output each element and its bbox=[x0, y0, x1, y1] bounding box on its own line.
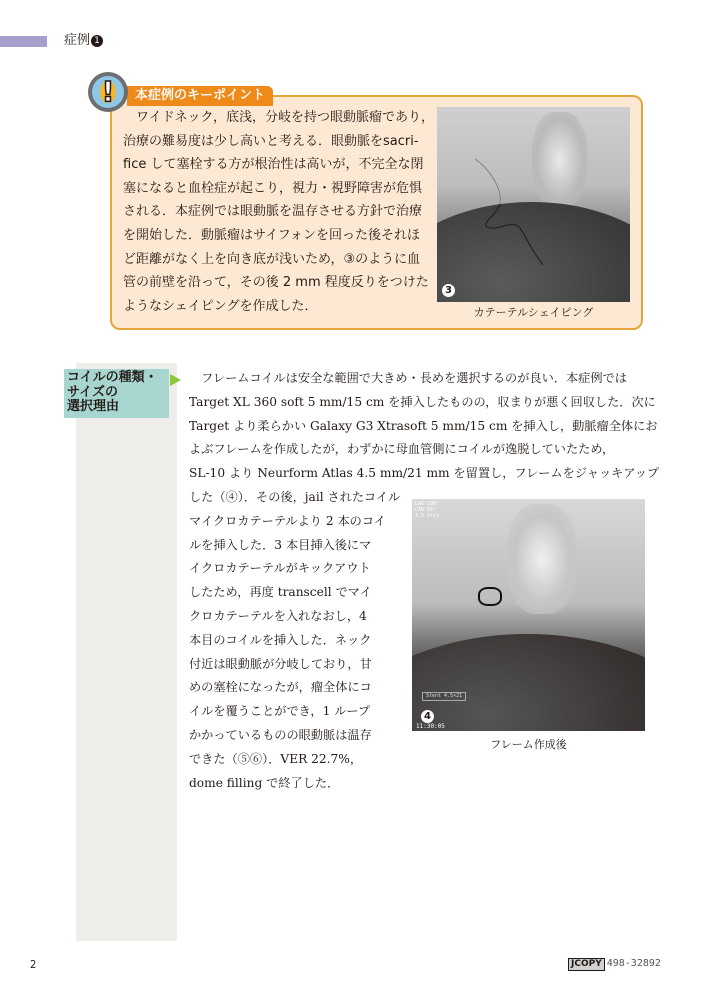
copyright-notice bbox=[568, 957, 661, 971]
text-line: イクロカテーテルがキックアウト bbox=[189, 561, 371, 576]
figure-caption: カテーテルシェイピング bbox=[473, 306, 594, 319]
text-line: Target より柔らかい Galaxy G3 Xtrasoft 5 mm/15 cm を挿入し，動脈瘤全体にお bbox=[189, 418, 658, 433]
figure-number-badge: 4 bbox=[421, 710, 434, 723]
jcopy-badge: JCOPY bbox=[568, 958, 605, 971]
text-line: マイクロカテーテルより 2 本のコイ bbox=[189, 513, 386, 528]
figure-number-badge: 3 bbox=[442, 284, 455, 297]
case-number-badge: 1 bbox=[91, 35, 103, 47]
text-line: ワイドネック，底浅，分岐を持つ眼動脈瘤であり， bbox=[123, 110, 434, 125]
text-line: Target XL 360 soft 5 mm/15 cm を挿入したものの，収まりが悪く回収した．次に bbox=[189, 394, 656, 409]
image-overlay-stent: Stent 4.5×21 bbox=[422, 692, 466, 701]
image-overlay-info: LAO 100° CAU 16° 3.5 fr/s bbox=[415, 501, 440, 519]
text-line: dome filling で終了した． bbox=[189, 775, 340, 790]
xray-image-frame-created bbox=[412, 499, 645, 731]
page-header bbox=[64, 33, 103, 49]
text-line: かかっているものの眼動脈は温存 bbox=[189, 727, 372, 742]
text-line: イルを覆うことができ，1 ループ bbox=[189, 704, 371, 719]
image-overlay-time: 11:30:05 bbox=[416, 723, 445, 730]
section-label-line: サイズの bbox=[67, 384, 118, 400]
section-label-line: コイルの種類・ bbox=[67, 370, 158, 385]
catheter-wire-icon bbox=[437, 107, 630, 302]
page-number: 2 bbox=[30, 958, 37, 971]
text-line: したため，再度 transcell でマイ bbox=[189, 585, 372, 600]
text-line: fice して塞栓する方が根治性は高いが，不完全な閉 bbox=[123, 157, 424, 173]
exclamation-icon: ! bbox=[88, 72, 128, 112]
text-line: 本目のコイルを挿入した．ネック bbox=[189, 632, 372, 647]
text-line: ど距離がなく上を向き底が浅いため，③のように血 bbox=[123, 251, 421, 267]
coil-mass-icon bbox=[478, 587, 502, 606]
section-label-line: 選択理由 bbox=[67, 399, 120, 414]
text-line: SL-10 より Neurform Atlas 4.5 mm/21 mm を留置し，フレームをジャッキアップ bbox=[189, 466, 660, 481]
text-line: を開始した．動脈瘤はサイフォンを回った後それほ bbox=[123, 227, 421, 243]
header-title: 症例 bbox=[64, 33, 91, 48]
text-line: ようなシェイピングを作成した． bbox=[123, 298, 318, 314]
text-line: 塞になると血栓症が起こり，視力・視野障害が危惧 bbox=[123, 180, 423, 196]
text-line: めの塞栓になったが，瘤全体にコ bbox=[189, 680, 372, 695]
text-line: クロカテーテルを入れなおし，4 bbox=[189, 608, 367, 623]
triangle-right-icon bbox=[170, 374, 181, 386]
text-line: 管の前壁を沿って，その後 2 mm 程度反りをつけた bbox=[123, 275, 429, 291]
header-color-bar bbox=[0, 36, 47, 47]
text-line: よぶフレームを作成したが，わずかに母血管側にコイルが逸脱していたため， bbox=[189, 442, 615, 457]
isbn-code: 498-32892 bbox=[606, 958, 661, 969]
xray-image-catheter-shaping bbox=[437, 107, 630, 302]
key-point-title: 本症例のキーポイント bbox=[127, 86, 273, 106]
text-line: 治療の難易度は少し高いと考える．眼動脈をsacri- bbox=[123, 133, 419, 149]
key-point-text bbox=[123, 106, 441, 318]
text-line: フレームコイルは安全な範囲で大きめ・長めを選択するのが良い．本症例では bbox=[189, 371, 627, 385]
text-line: 付近は眼動脈が分岐しており，甘 bbox=[189, 656, 372, 671]
section-label bbox=[64, 369, 169, 418]
text-line: される．本症例では眼動脈を温存させる方針で治療 bbox=[123, 204, 423, 220]
section-side-panel bbox=[76, 363, 177, 941]
text-line: した（④）．その後，jail されたコイル bbox=[189, 489, 401, 504]
text-line: ルを挿入した．3 本目挿入後にマ bbox=[189, 537, 372, 552]
text-line: できた（⑤⑥）．VER 22.7%， bbox=[189, 751, 363, 766]
figure-caption: フレーム作成後 bbox=[490, 738, 567, 751]
